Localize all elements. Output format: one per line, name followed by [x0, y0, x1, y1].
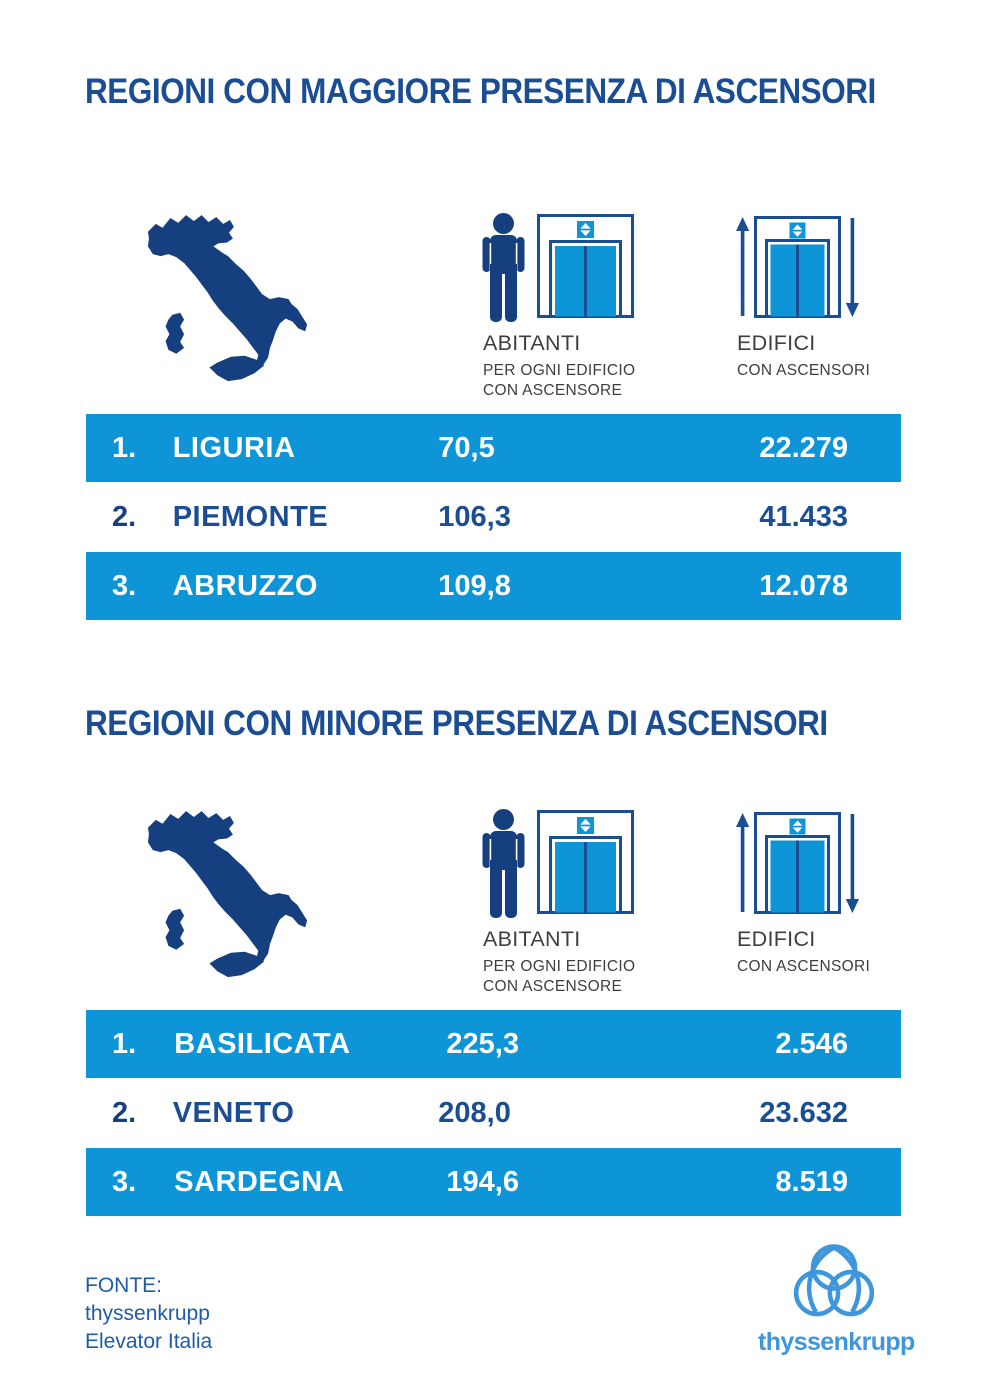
edifici-cell: 22.279	[759, 431, 849, 464]
abitanti-subline-1: PER OGNI EDIFICIO	[483, 958, 636, 975]
edifici-cell: 2.546	[775, 1027, 848, 1060]
source-line-2: thyssenkrupp	[85, 1302, 210, 1325]
edifici-heading: EDIFICI	[737, 331, 816, 355]
elevator-icon	[537, 810, 634, 914]
region-cell: SARDEGNA	[174, 1165, 345, 1198]
abitanti-subline-1: PER OGNI EDIFICIO	[483, 362, 636, 379]
region-cell: VENETO	[172, 1096, 295, 1129]
abitanti-cell: 194,6	[446, 1165, 519, 1198]
abitanti-heading: ABITANTI	[483, 927, 581, 951]
section-maggiore-presenza	[0, 0, 984, 602]
column-label-abitanti	[483, 927, 635, 996]
abitanti-subline-2: CON ASCENSORE	[483, 977, 623, 995]
abitanti-cell: 208,0	[438, 1096, 511, 1129]
abitanti-cell: 109,8	[438, 569, 511, 602]
ranking-table-minore	[86, 1010, 901, 1216]
ranking-table-maggiore	[86, 414, 901, 620]
table-row	[86, 1078, 901, 1148]
rank-cell: 1.	[112, 431, 137, 464]
source-note	[85, 1272, 212, 1356]
edifici-subline-1: CON ASCENSORI	[737, 958, 871, 975]
section-title: REGIONI CON MINORE PRESENZA DI ASCENSORI	[85, 704, 828, 743]
edifici-heading: EDIFICI	[737, 927, 816, 951]
source-line-3: Elevator Italia	[85, 1330, 213, 1353]
table-row	[86, 1148, 901, 1216]
italy-map-icon	[146, 805, 312, 993]
rank-cell: 2.	[112, 500, 137, 533]
rank-cell: 1.	[112, 1027, 137, 1060]
elevator-up-down-arrows-icon	[734, 812, 861, 914]
section-minore-presenza	[0, 596, 984, 1256]
thyssenkrupp-emblem-icon	[784, 1242, 884, 1326]
person-icon	[477, 808, 530, 918]
table-row	[86, 1010, 901, 1078]
edifici-cell: 41.433	[759, 500, 849, 533]
region-cell: BASILICATA	[174, 1027, 351, 1060]
region-cell: ABRUZZO	[172, 569, 318, 602]
abitanti-cell: 225,3	[446, 1027, 519, 1060]
rank-cell: 3.	[112, 1165, 137, 1198]
abitanti-heading: ABITANTI	[483, 331, 581, 355]
italy-map-icon	[146, 209, 312, 397]
rank-cell: 3.	[112, 569, 137, 602]
source-label: FONTE:	[85, 1274, 162, 1297]
abitanti-cell: 106,3	[438, 500, 511, 533]
edifici-cell: 23.632	[759, 1096, 849, 1129]
thyssenkrupp-logo	[758, 1242, 915, 1357]
rank-cell: 2.	[112, 1096, 137, 1129]
table-row	[86, 414, 901, 482]
edifici-subline-1: CON ASCENSORI	[737, 362, 871, 379]
edifici-cell: 8.519	[775, 1165, 848, 1198]
table-row	[86, 482, 901, 552]
elevator-up-down-arrows-icon	[734, 216, 861, 318]
column-label-edifici	[737, 331, 870, 381]
abitanti-subline-2: CON ASCENSORE	[483, 381, 623, 399]
region-cell: PIEMONTE	[172, 500, 329, 533]
person-icon	[477, 212, 530, 322]
elevator-icon	[537, 214, 634, 318]
thyssenkrupp-wordmark: thyssenkrupp	[758, 1328, 915, 1356]
section-title: REGIONI CON MAGGIORE PRESENZA DI ASCENSORI	[85, 72, 876, 111]
region-cell: LIGURIA	[172, 431, 296, 464]
column-label-abitanti	[483, 331, 635, 400]
abitanti-cell: 70,5	[438, 431, 495, 464]
column-label-edifici	[737, 927, 870, 977]
edifici-cell: 12.078	[759, 569, 849, 602]
